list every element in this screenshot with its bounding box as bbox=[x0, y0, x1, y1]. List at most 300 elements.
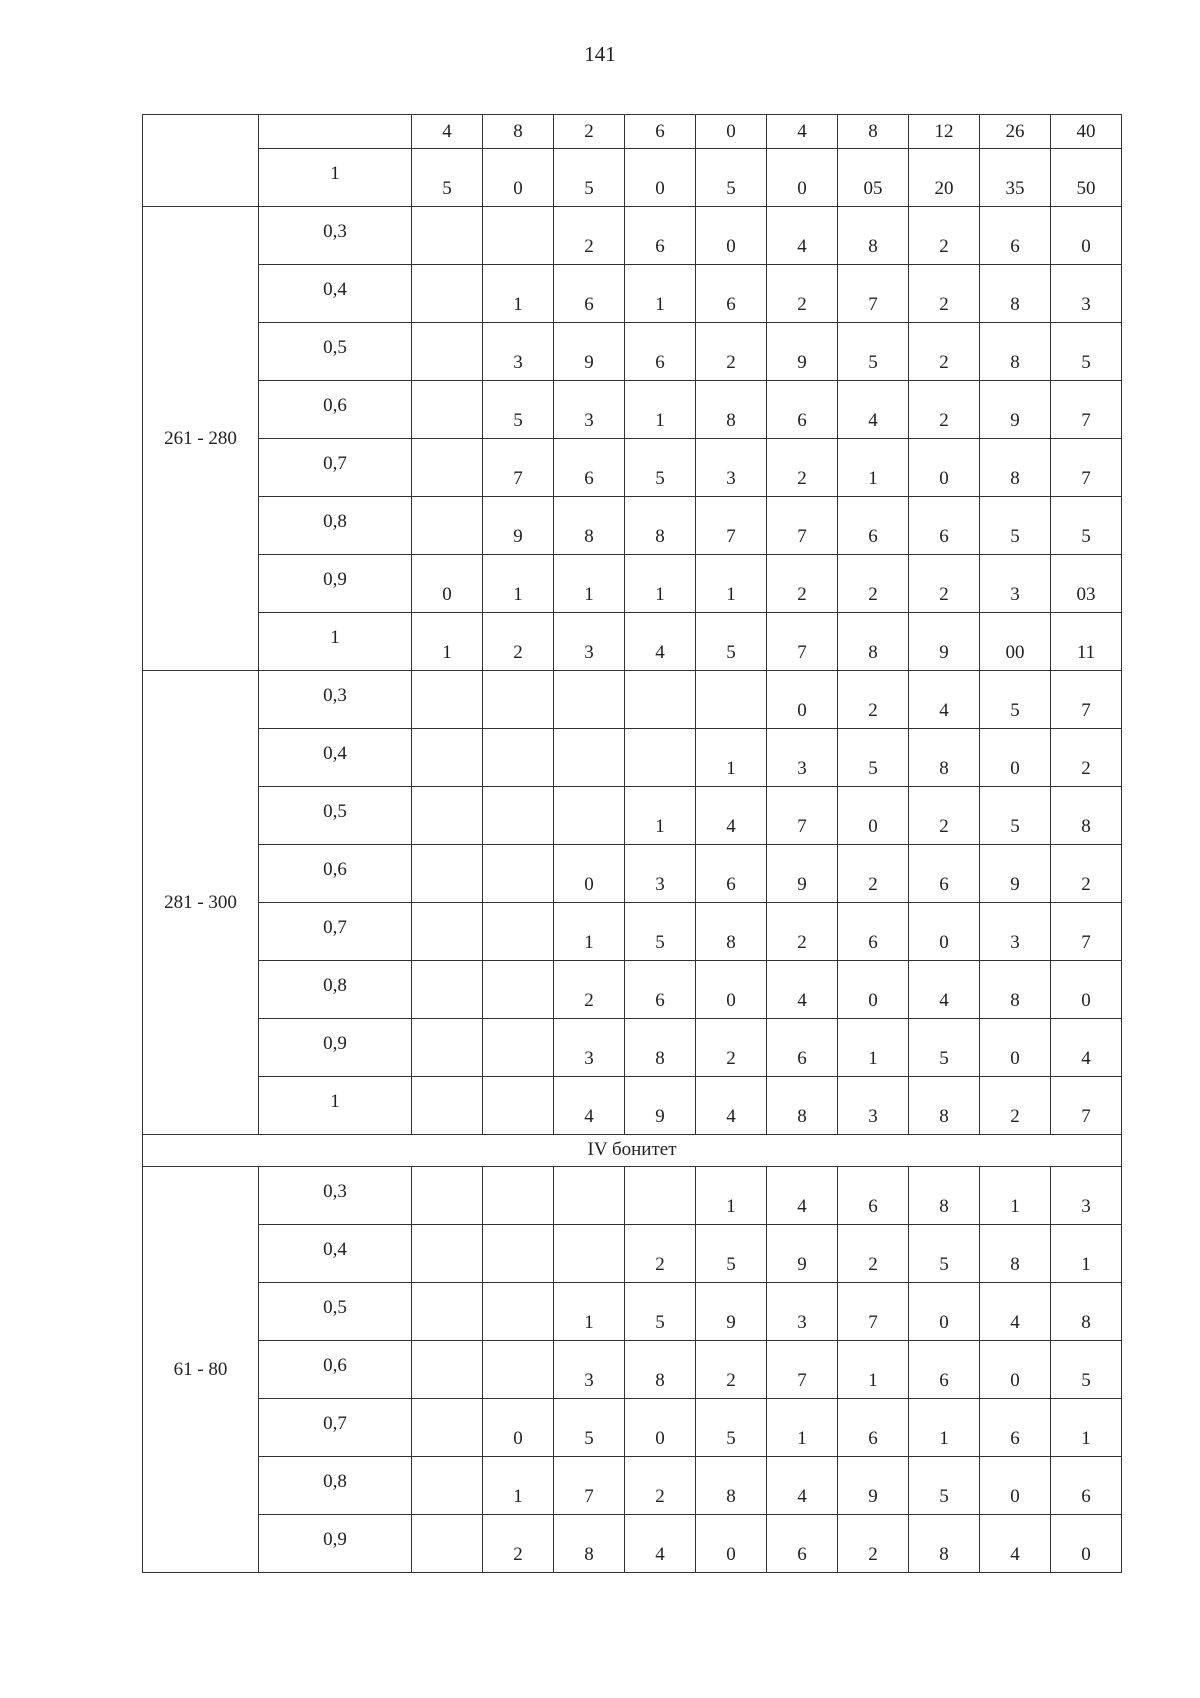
value-cell-text: 4 bbox=[1010, 1312, 1020, 1333]
value-cell bbox=[554, 845, 625, 903]
value-cell-text: 4 bbox=[655, 642, 665, 663]
value-cell-text: 1 bbox=[513, 1486, 523, 1507]
value-cell bbox=[696, 1167, 767, 1225]
value-cell bbox=[625, 1399, 696, 1457]
table-row bbox=[143, 613, 1122, 671]
value-cell-text: 5 bbox=[868, 352, 878, 373]
value-cell-text: 7 bbox=[797, 526, 807, 547]
value-cell bbox=[767, 439, 838, 497]
value-cell-text: 5 bbox=[1010, 526, 1020, 547]
density-coefficient bbox=[259, 497, 412, 555]
value-cell-text: 5 bbox=[726, 642, 736, 663]
value-cell bbox=[625, 1457, 696, 1515]
value-cell-text: 0 bbox=[868, 816, 878, 837]
value-cell bbox=[909, 555, 980, 613]
value-cell bbox=[1051, 961, 1122, 1019]
value-cell bbox=[838, 961, 909, 1019]
value-cell-text: 8 bbox=[868, 236, 878, 257]
value-cell bbox=[696, 1515, 767, 1573]
value-cell bbox=[483, 903, 554, 961]
header-cell bbox=[980, 149, 1051, 207]
density-coefficient-text: 0,4 bbox=[323, 279, 347, 300]
value-cell bbox=[980, 1341, 1051, 1399]
value-cell bbox=[412, 381, 483, 439]
value-cell bbox=[1051, 207, 1122, 265]
value-cell-text: 2 bbox=[939, 352, 949, 373]
value-cell-text: 7 bbox=[797, 642, 807, 663]
value-cell bbox=[909, 671, 980, 729]
value-cell-text: 1 bbox=[655, 584, 665, 605]
value-cell-text: 2 bbox=[726, 1048, 736, 1069]
value-cell bbox=[483, 1283, 554, 1341]
value-cell-text: 8 bbox=[1081, 1312, 1091, 1333]
header-cell-text: 5 bbox=[584, 178, 594, 199]
value-cell-text: 1 bbox=[584, 1312, 594, 1333]
density-coefficient bbox=[259, 1515, 412, 1573]
value-cell bbox=[696, 1341, 767, 1399]
age-range-label: 261 - 280 bbox=[143, 207, 259, 671]
value-cell bbox=[909, 787, 980, 845]
value-cell-text: 3 bbox=[1081, 1196, 1091, 1217]
value-cell bbox=[554, 961, 625, 1019]
header-cell-text: 5 bbox=[442, 178, 452, 199]
value-cell bbox=[412, 671, 483, 729]
value-cell bbox=[838, 671, 909, 729]
value-cell bbox=[625, 265, 696, 323]
value-cell-text: 3 bbox=[584, 410, 594, 431]
value-cell bbox=[767, 1077, 838, 1135]
value-cell bbox=[412, 903, 483, 961]
value-cell-text: 4 bbox=[655, 1544, 665, 1565]
value-cell bbox=[1051, 555, 1122, 613]
value-cell bbox=[625, 1225, 696, 1283]
value-cell-text: 7 bbox=[1081, 1106, 1091, 1127]
value-cell-text: 4 bbox=[1010, 1544, 1020, 1565]
value-cell-text: 3 bbox=[584, 1048, 594, 1069]
value-cell bbox=[909, 497, 980, 555]
value-cell bbox=[625, 555, 696, 613]
value-cell bbox=[767, 1225, 838, 1283]
value-cell bbox=[909, 1225, 980, 1283]
value-cell bbox=[696, 439, 767, 497]
value-cell bbox=[767, 265, 838, 323]
value-cell-text: 6 bbox=[868, 1428, 878, 1449]
header-cell-text: 0 bbox=[655, 178, 665, 199]
value-cell bbox=[909, 1019, 980, 1077]
value-cell-text: 5 bbox=[1010, 700, 1020, 721]
value-cell-text: 6 bbox=[797, 1544, 807, 1565]
value-cell-text: 1 bbox=[655, 294, 665, 315]
value-cell-text: 6 bbox=[868, 932, 878, 953]
value-cell bbox=[838, 555, 909, 613]
value-cell bbox=[980, 671, 1051, 729]
value-cell-text: 6 bbox=[655, 352, 665, 373]
value-cell-text: 6 bbox=[655, 990, 665, 1011]
value-cell bbox=[838, 903, 909, 961]
value-cell bbox=[767, 1019, 838, 1077]
value-cell-text: 2 bbox=[939, 410, 949, 431]
density-coefficient bbox=[259, 671, 412, 729]
value-cell bbox=[483, 381, 554, 439]
value-cell-text: 2 bbox=[939, 584, 949, 605]
value-cell bbox=[838, 1515, 909, 1573]
table-row bbox=[143, 1167, 1122, 1225]
value-cell bbox=[696, 381, 767, 439]
value-cell bbox=[767, 555, 838, 613]
value-cell bbox=[909, 207, 980, 265]
header-row-2 bbox=[143, 149, 1122, 207]
value-cell bbox=[625, 439, 696, 497]
value-cell-text: 1 bbox=[726, 758, 736, 779]
header-cell bbox=[696, 149, 767, 207]
density-coefficient bbox=[259, 1167, 412, 1225]
value-cell bbox=[412, 1457, 483, 1515]
density-coefficient bbox=[259, 439, 412, 497]
table-row bbox=[143, 1019, 1122, 1077]
value-cell bbox=[909, 903, 980, 961]
value-cell-text: 7 bbox=[868, 1312, 878, 1333]
value-cell bbox=[412, 555, 483, 613]
value-cell bbox=[767, 1399, 838, 1457]
value-cell bbox=[980, 497, 1051, 555]
value-cell bbox=[909, 845, 980, 903]
density-coefficient bbox=[259, 381, 412, 439]
value-cell bbox=[696, 497, 767, 555]
header-cell: 8 bbox=[483, 115, 554, 149]
value-cell-text: 2 bbox=[513, 642, 523, 663]
value-cell-text: 7 bbox=[1081, 700, 1091, 721]
header-cell bbox=[625, 149, 696, 207]
value-cell-text: 0 bbox=[726, 236, 736, 257]
value-cell bbox=[554, 729, 625, 787]
value-cell bbox=[838, 497, 909, 555]
value-cell bbox=[696, 1077, 767, 1135]
header-cell bbox=[767, 149, 838, 207]
value-cell-text: 1 bbox=[584, 932, 594, 953]
header-corner bbox=[143, 115, 259, 207]
value-cell-text: 8 bbox=[655, 526, 665, 547]
value-cell-text: 4 bbox=[797, 236, 807, 257]
value-cell-text: 1 bbox=[1081, 1254, 1091, 1275]
value-cell bbox=[767, 1283, 838, 1341]
header-cell-text: 5 bbox=[726, 178, 736, 199]
value-cell bbox=[483, 1225, 554, 1283]
value-cell-text: 2 bbox=[868, 700, 878, 721]
value-cell-text: 2 bbox=[1010, 1106, 1020, 1127]
value-cell-text: 0 bbox=[726, 990, 736, 1011]
value-cell-text: 8 bbox=[939, 1196, 949, 1217]
value-cell-text: 0 bbox=[442, 584, 452, 605]
value-cell bbox=[625, 1019, 696, 1077]
density-coefficient bbox=[259, 1077, 412, 1135]
value-cell bbox=[980, 1283, 1051, 1341]
value-cell-text: 9 bbox=[655, 1106, 665, 1127]
value-cell-text: 8 bbox=[1081, 816, 1091, 837]
header-cell-text: 20 bbox=[934, 178, 954, 199]
value-cell-text: 1 bbox=[1010, 1196, 1020, 1217]
table-row bbox=[143, 1399, 1122, 1457]
value-cell-text: 2 bbox=[726, 352, 736, 373]
value-cell-text: 4 bbox=[1081, 1048, 1091, 1069]
table-row bbox=[143, 381, 1122, 439]
value-cell bbox=[483, 845, 554, 903]
value-cell-text: 2 bbox=[1081, 874, 1091, 895]
value-cell bbox=[483, 323, 554, 381]
value-cell bbox=[838, 787, 909, 845]
value-cell-text: 5 bbox=[939, 1254, 949, 1275]
value-cell bbox=[696, 1457, 767, 1515]
value-cell-text: 9 bbox=[797, 352, 807, 373]
density-coefficient-text: 0,7 bbox=[323, 453, 347, 474]
value-cell-text: 4 bbox=[868, 410, 878, 431]
value-cell bbox=[980, 961, 1051, 1019]
value-cell-text: 2 bbox=[939, 236, 949, 257]
value-cell bbox=[625, 671, 696, 729]
value-cell bbox=[767, 671, 838, 729]
value-cell bbox=[838, 1019, 909, 1077]
value-cell bbox=[412, 961, 483, 1019]
value-cell bbox=[980, 613, 1051, 671]
value-cell bbox=[483, 729, 554, 787]
density-coefficient bbox=[259, 961, 412, 1019]
table-row bbox=[143, 497, 1122, 555]
value-cell bbox=[909, 1167, 980, 1225]
header-cell: 4 bbox=[767, 115, 838, 149]
value-cell bbox=[980, 787, 1051, 845]
value-cell bbox=[980, 265, 1051, 323]
value-cell bbox=[909, 1077, 980, 1135]
value-cell bbox=[767, 1515, 838, 1573]
value-cell bbox=[909, 1283, 980, 1341]
value-cell bbox=[483, 961, 554, 1019]
value-cell bbox=[1051, 323, 1122, 381]
value-cell bbox=[483, 787, 554, 845]
value-cell bbox=[980, 207, 1051, 265]
header-cell bbox=[838, 149, 909, 207]
value-cell-text: 7 bbox=[797, 816, 807, 837]
value-cell bbox=[696, 613, 767, 671]
value-cell-text: 3 bbox=[797, 758, 807, 779]
value-cell-text: 0 bbox=[939, 468, 949, 489]
value-cell bbox=[554, 1167, 625, 1225]
value-cell-text: 3 bbox=[1010, 584, 1020, 605]
value-cell bbox=[483, 613, 554, 671]
value-cell-text: 0 bbox=[1010, 1048, 1020, 1069]
value-cell-text: 5 bbox=[1081, 1370, 1091, 1391]
density-coefficient-text: 0,5 bbox=[323, 801, 347, 822]
value-cell-text: 0 bbox=[513, 1428, 523, 1449]
value-cell bbox=[838, 439, 909, 497]
value-cell bbox=[554, 1283, 625, 1341]
value-cell bbox=[483, 439, 554, 497]
density-coefficient-text: 0,5 bbox=[323, 337, 347, 358]
value-cell bbox=[767, 1457, 838, 1515]
value-cell-text: 8 bbox=[868, 642, 878, 663]
density-coefficient-text: 0,9 bbox=[323, 1033, 347, 1054]
value-cell-text: 8 bbox=[939, 758, 949, 779]
value-cell bbox=[767, 961, 838, 1019]
value-cell-text: 6 bbox=[868, 526, 878, 547]
value-cell bbox=[838, 1283, 909, 1341]
value-cell bbox=[412, 1283, 483, 1341]
value-cell bbox=[1051, 1515, 1122, 1573]
density-coefficient bbox=[259, 1341, 412, 1399]
value-cell bbox=[909, 961, 980, 1019]
value-cell bbox=[696, 1283, 767, 1341]
value-cell bbox=[554, 903, 625, 961]
density-coefficient bbox=[259, 1457, 412, 1515]
value-cell-text: 5 bbox=[939, 1486, 949, 1507]
value-cell-text: 3 bbox=[513, 352, 523, 373]
value-cell-text: 5 bbox=[726, 1254, 736, 1275]
value-cell bbox=[1051, 613, 1122, 671]
table-row bbox=[143, 961, 1122, 1019]
value-cell-text: 4 bbox=[726, 816, 736, 837]
value-cell bbox=[909, 729, 980, 787]
header-cell-text: 05 bbox=[863, 178, 883, 199]
value-cell-text: 1 bbox=[655, 816, 665, 837]
value-cell bbox=[412, 845, 483, 903]
header-cell: 4 bbox=[412, 115, 483, 149]
value-cell bbox=[554, 381, 625, 439]
value-cell bbox=[696, 1225, 767, 1283]
value-cell-text: 0 bbox=[939, 932, 949, 953]
value-cell bbox=[909, 1399, 980, 1457]
table-row bbox=[143, 207, 1122, 265]
value-cell bbox=[767, 323, 838, 381]
header-coefficient bbox=[259, 149, 412, 207]
value-cell bbox=[696, 1019, 767, 1077]
value-cell bbox=[625, 323, 696, 381]
value-cell-text: 1 bbox=[726, 584, 736, 605]
value-cell bbox=[1051, 729, 1122, 787]
header-cell bbox=[412, 149, 483, 207]
value-cell-text: 7 bbox=[868, 294, 878, 315]
density-coefficient bbox=[259, 1019, 412, 1077]
value-cell-text: 2 bbox=[1081, 758, 1091, 779]
density-coefficient bbox=[259, 729, 412, 787]
header-cell: 8 bbox=[838, 115, 909, 149]
value-cell-text: 3 bbox=[726, 468, 736, 489]
density-coefficient-text: 1 bbox=[330, 627, 340, 648]
value-cell-text: 2 bbox=[655, 1254, 665, 1275]
value-cell-text: 9 bbox=[726, 1312, 736, 1333]
value-cell bbox=[767, 729, 838, 787]
value-cell-text: 4 bbox=[797, 1196, 807, 1217]
value-cell-text: 0 bbox=[1010, 1486, 1020, 1507]
value-cell-text: 5 bbox=[655, 932, 665, 953]
header-row-1 bbox=[143, 115, 1122, 149]
value-cell-text: 8 bbox=[939, 1106, 949, 1127]
value-cell bbox=[554, 1399, 625, 1457]
value-cell bbox=[554, 1077, 625, 1135]
value-cell bbox=[554, 497, 625, 555]
density-coefficient bbox=[259, 323, 412, 381]
value-cell bbox=[554, 265, 625, 323]
header-cell-text: 35 bbox=[1005, 178, 1025, 199]
value-cell-text: 3 bbox=[797, 1312, 807, 1333]
value-cell bbox=[909, 323, 980, 381]
value-cell bbox=[980, 845, 1051, 903]
value-cell bbox=[980, 323, 1051, 381]
value-cell bbox=[1051, 903, 1122, 961]
value-cell bbox=[1051, 1457, 1122, 1515]
value-cell-text: 2 bbox=[868, 1544, 878, 1565]
value-cell-text: 2 bbox=[939, 816, 949, 837]
value-cell-text: 5 bbox=[584, 1428, 594, 1449]
value-cell bbox=[909, 1457, 980, 1515]
density-coefficient bbox=[259, 613, 412, 671]
value-cell-text: 5 bbox=[513, 410, 523, 431]
value-cell bbox=[554, 613, 625, 671]
value-cell bbox=[696, 1399, 767, 1457]
value-cell-text: 0 bbox=[655, 1428, 665, 1449]
value-cell bbox=[412, 729, 483, 787]
value-cell bbox=[767, 1167, 838, 1225]
value-cell-text: 6 bbox=[584, 294, 594, 315]
value-cell bbox=[696, 323, 767, 381]
value-cell-text: 2 bbox=[868, 1254, 878, 1275]
value-cell-text: 7 bbox=[1081, 410, 1091, 431]
value-cell bbox=[625, 1077, 696, 1135]
value-cell bbox=[1051, 1399, 1122, 1457]
value-cell-text: 8 bbox=[584, 1544, 594, 1565]
value-cell bbox=[980, 439, 1051, 497]
value-cell bbox=[980, 1077, 1051, 1135]
value-cell-text: 1 bbox=[655, 410, 665, 431]
value-cell-text: 4 bbox=[797, 1486, 807, 1507]
density-coefficient bbox=[259, 1399, 412, 1457]
value-cell bbox=[412, 1341, 483, 1399]
value-cell bbox=[483, 1019, 554, 1077]
value-cell bbox=[838, 1077, 909, 1135]
value-cell-text: 0 bbox=[1010, 1370, 1020, 1391]
value-cell-text: 2 bbox=[868, 584, 878, 605]
value-cell bbox=[838, 845, 909, 903]
value-cell-text: 3 bbox=[584, 642, 594, 663]
value-cell-text: 9 bbox=[1010, 874, 1020, 895]
table-row bbox=[143, 787, 1122, 845]
header-cell-text: 0 bbox=[513, 178, 523, 199]
value-cell-text: 3 bbox=[1081, 294, 1091, 315]
density-coefficient-text: 0,6 bbox=[323, 859, 347, 880]
value-cell bbox=[483, 1399, 554, 1457]
value-cell-text: 6 bbox=[868, 1196, 878, 1217]
table-row bbox=[143, 265, 1122, 323]
value-cell-text: 1 bbox=[939, 1428, 949, 1449]
value-cell-text: 8 bbox=[584, 526, 594, 547]
value-cell bbox=[483, 671, 554, 729]
density-coefficient-text: 0,6 bbox=[323, 1355, 347, 1376]
value-cell bbox=[767, 381, 838, 439]
age-range-label: 281 - 300 bbox=[143, 671, 259, 1135]
density-coefficient bbox=[259, 555, 412, 613]
density-coefficient bbox=[259, 845, 412, 903]
value-cell bbox=[483, 1077, 554, 1135]
value-cell bbox=[838, 265, 909, 323]
density-coefficient bbox=[259, 1225, 412, 1283]
table-row bbox=[143, 903, 1122, 961]
value-cell-text: 8 bbox=[797, 1106, 807, 1127]
value-cell-text: 3 bbox=[584, 1370, 594, 1391]
density-coefficient-text: 0,4 bbox=[323, 1239, 347, 1260]
value-cell-text: 8 bbox=[655, 1370, 665, 1391]
value-cell-text: 6 bbox=[797, 1048, 807, 1069]
value-cell bbox=[483, 207, 554, 265]
table-row bbox=[143, 555, 1122, 613]
value-cell bbox=[554, 1019, 625, 1077]
value-cell-text: 8 bbox=[1010, 468, 1020, 489]
